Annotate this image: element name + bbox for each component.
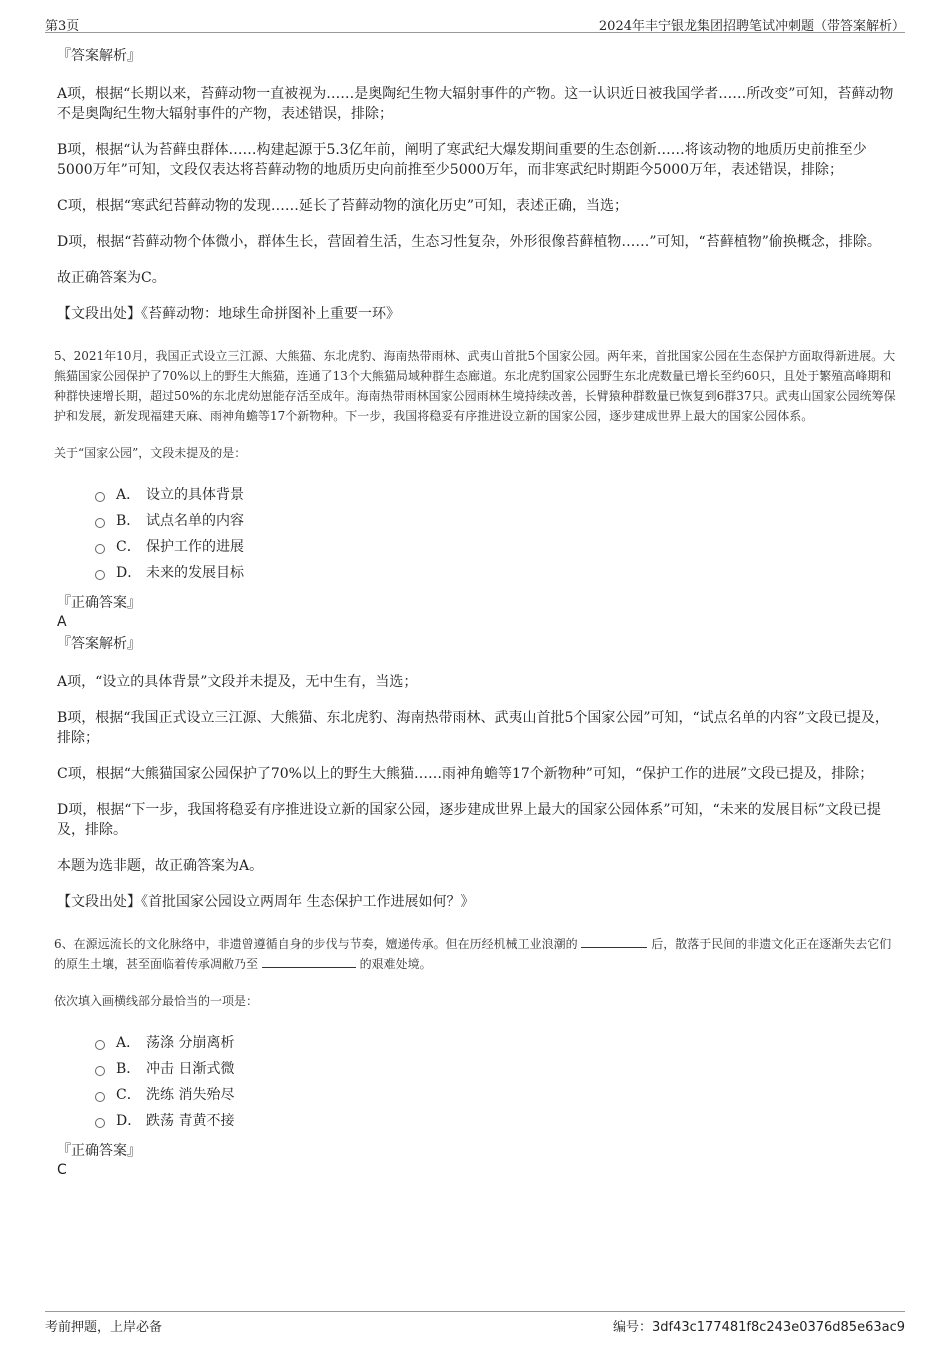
q5-analysis-b: B项，根据“我国正式设立三江源、大熊猫、东北虎豹、海南热带雨林、武夷山首批5个国家公园”可知，“试点名单的内容”文段已提及，排除；	[57, 710, 889, 746]
radio-icon[interactable]	[95, 1118, 105, 1128]
q4-analysis-d: D项，根据“苔藓动物个体微小，群体生长，营固着生活，生态习性复杂，外形很像苔藓植物……”可知，“苔藓植物”偷换概念，排除。	[57, 234, 881, 250]
q5-conclusion: 本题为选非题，故正确答案为A。	[57, 858, 264, 874]
option-text: 保护工作的进展	[146, 539, 244, 555]
page-number: 第3页	[45, 19, 80, 34]
q5-option-c[interactable]	[95, 534, 897, 560]
q5-analysis-label: 『答案解析』	[57, 636, 141, 652]
q6-answer-label: 『正确答案』	[57, 1143, 141, 1159]
page-footer	[45, 1311, 905, 1336]
q5-option-d[interactable]	[95, 560, 897, 586]
option-letter: B．	[116, 1061, 141, 1077]
q6-option-c[interactable]	[95, 1082, 897, 1108]
document-title: 2024年丰宁银龙集团招聘笔试冲刺题（带答案解析）	[598, 19, 905, 34]
q5-stem: 关于“国家公园”，文段未提及的是：	[54, 446, 247, 460]
option-text: 设立的具体背景	[146, 487, 244, 503]
page-content	[54, 46, 897, 1182]
q5-options	[95, 482, 897, 586]
q4-analysis-label: 『答案解析』	[57, 48, 141, 64]
q6-stem: 依次填入画横线部分最恰当的一项是：	[54, 994, 259, 1008]
option-text: 未来的发展目标	[146, 565, 244, 581]
option-text: 荡涤 分崩离析	[146, 1035, 235, 1051]
q6-option-b[interactable]	[95, 1056, 897, 1082]
option-text: 冲击 日渐式微	[146, 1061, 235, 1077]
q5-option-b[interactable]	[95, 508, 897, 534]
q5-analysis-c: C项，根据“大熊猫国家公园保护了70%以上的野生大熊猫……雨神角蟾等17个新物种”可知，“保护工作的进展”文段已提及，排除；	[57, 766, 874, 782]
q6-passage	[54, 934, 897, 974]
document-code	[613, 1316, 905, 1335]
option-letter: A．	[116, 487, 141, 503]
fill-blank-1	[581, 935, 647, 948]
q4-analysis-b: B项，根据“认为苔藓虫群体……构建起源于5.3亿年前，阐明了寒武纪大爆发期间重要的生态创新……将该动物的地质历史前推至少5000万年”可知，文段仅表达将苔藓动物的地质历史向前推至少5000万年，而非寒武纪时期距今5000万年，表述错误，排除；	[57, 142, 867, 178]
fill-blank-2	[262, 955, 356, 968]
q6-text-part2: 后，散落于民间的非遗文化正在逐渐失去它们的原生土壤，甚至面临着传承凋敝乃至	[54, 937, 892, 971]
radio-icon[interactable]	[95, 492, 105, 502]
q5-passage: 5、2021年10月，我国正式设立三江源、大熊猫、东北虎豹、海南热带雨林、武夷山首批5个国家公园。两年来，首批国家公园在生态保护方面取得新进展。大熊猫国家公园保护了70%以上的野生大熊猫，连通了13个大熊猫局域种群生态廊道。东北虎豹国家公园野生东北虎数量已增长至约60只，且处于繁殖高峰期和种群快速增长期，超过50%的东北虎幼崽能存活至成年。海南热带雨林国家公园雨林生境持续改善，长臂猿种群数量已恢复到6群37只。武夷山国家公园统筹保护和发展，新发现福建天麻、雨神角蟾等17个新物种。下一步，我国将稳妥有序推进设立新的国家公园，逐步建成世界上最大的国家公园体系。	[54, 349, 896, 423]
q4-analysis-a: A项，根据“长期以来，苔藓动物一直被视为……是奥陶纪生物大辐射事件的产物。这一认识近日被我国学者……所改变”可知，苔藓动物不是奥陶纪生物大辐射事件的产物，表述错误，排除；	[57, 86, 894, 122]
q5-analysis-a: A项，“设立的具体背景”文段并未提及，无中生有，当选；	[57, 674, 418, 690]
q6-text-part1: 6、在源远流长的文化脉络中，非遗曾遵循自身的步伐与节奏，嬗递传承。但在历经机械工业浪潮的	[54, 937, 578, 951]
q6-text-part3: 的艰难处境。	[359, 957, 432, 971]
q5-source: 【文段出处】《首批国家公园设立两周年 生态保护工作进展如何？》	[57, 894, 475, 910]
q4-source: 【文段出处】《苔藓动物：地球生命拼图补上重要一环》	[57, 306, 400, 322]
code-label: 编号：	[612, 1320, 652, 1335]
radio-icon[interactable]	[95, 518, 105, 528]
radio-icon[interactable]	[95, 1092, 105, 1102]
option-letter: C．	[116, 1087, 141, 1103]
footer-slogan: 考前押题，上岸必备	[45, 1320, 163, 1335]
q5-analysis-d: D项，根据“下一步，我国将稳妥有序推进设立新的国家公园，逐步建成世界上最大的国家公园体系”可知，“未来的发展目标”文段已提及，排除。	[57, 802, 881, 838]
option-text: 洗练 消失殆尽	[146, 1087, 235, 1103]
option-text: 试点名单的内容	[146, 513, 244, 529]
page-header	[45, 10, 905, 33]
radio-icon[interactable]	[95, 1066, 105, 1076]
q6-option-a[interactable]	[95, 1030, 897, 1056]
q5-option-a[interactable]	[95, 482, 897, 508]
q5-answer-label: 『正确答案』	[57, 595, 141, 611]
option-letter: C．	[116, 539, 141, 555]
q4-conclusion: 故正确答案为C。	[57, 270, 166, 286]
option-letter: B．	[116, 513, 141, 529]
radio-icon[interactable]	[95, 570, 105, 580]
q4-analysis-c: C项，根据“寒武纪苔藓动物的发现……延长了苔藓动物的演化历史”可知，表述正确，当选；	[57, 198, 629, 214]
q6-option-d[interactable]	[95, 1108, 897, 1134]
option-letter: D．	[116, 565, 142, 581]
option-letter: A．	[116, 1035, 141, 1051]
option-text: 跌荡 青黄不接	[146, 1113, 235, 1129]
radio-icon[interactable]	[95, 1040, 105, 1050]
q5-answer: A	[57, 614, 67, 630]
option-letter: D．	[116, 1113, 142, 1129]
code-value: 3df43c177481f8c243e0376d85e63ac9	[651, 1320, 905, 1335]
radio-icon[interactable]	[95, 544, 105, 554]
q6-options	[95, 1030, 897, 1134]
q6-answer: C	[57, 1162, 67, 1178]
